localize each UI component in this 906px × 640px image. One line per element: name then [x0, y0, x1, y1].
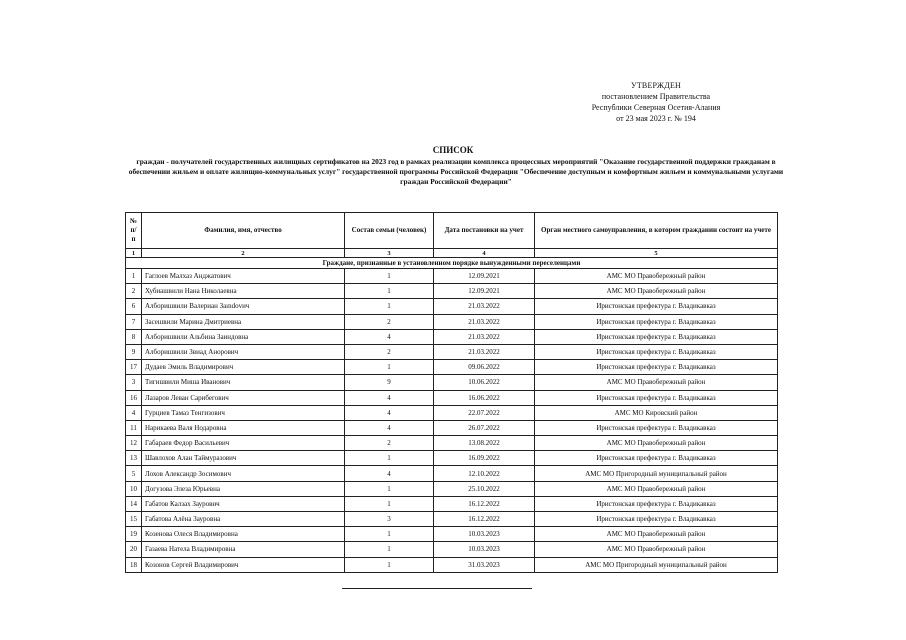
- row-number: 9: [126, 344, 142, 359]
- row-authority: АМС МО Пригородный муниципальный район: [535, 557, 778, 572]
- row-number: 15: [126, 512, 142, 527]
- row-registration-date: 16.06.2022: [434, 390, 535, 405]
- row-family-size: 4: [345, 390, 434, 405]
- row-full-name: Габатов Калзах Заурович: [142, 496, 345, 511]
- row-authority: Иристонская префектура г. Владикавказ: [535, 344, 778, 359]
- row-number: 10: [126, 481, 142, 496]
- row-number: 8: [126, 329, 142, 344]
- table-row: [126, 375, 778, 390]
- row-full-name: Лохов Александр Зосимович: [142, 466, 345, 481]
- row-full-name: Козонов Сергей Владимирович: [142, 557, 345, 572]
- row-authority: АМС МО Правобережный район: [535, 375, 778, 390]
- table-row: [126, 451, 778, 466]
- row-registration-date: 16.09.2022: [434, 451, 535, 466]
- row-number: 11: [126, 420, 142, 435]
- table-row: [126, 436, 778, 451]
- row-authority: АМС МО Правобережный район: [535, 481, 778, 496]
- table-row: [126, 360, 778, 375]
- table-row: [126, 481, 778, 496]
- row-family-size: 1: [345, 284, 434, 299]
- row-family-size: 1: [345, 360, 434, 375]
- table-row: [126, 314, 778, 329]
- approval-government: Республики Северная Осетия-Алания: [591, 103, 721, 112]
- table-row: [126, 269, 778, 284]
- row-registration-date: 16.12.2022: [434, 496, 535, 511]
- approval-decree: постановлением Правительства: [601, 92, 711, 101]
- row-number: 7: [126, 314, 142, 329]
- row-full-name: Гаглоев Малхаз Анджатович: [142, 269, 345, 284]
- row-registration-date: 22.07.2022: [434, 405, 535, 420]
- row-number: 3: [126, 375, 142, 390]
- table-row: [126, 329, 778, 344]
- row-family-size: 9: [345, 375, 434, 390]
- section-title: Граждане, признанные в установленном порядке вынужденными переселенцами: [126, 258, 778, 269]
- row-full-name: Догузова Элеза Юрьевна: [142, 481, 345, 496]
- row-registration-date: 12.09.2021: [434, 284, 535, 299]
- row-family-size: 4: [345, 329, 434, 344]
- row-full-name: Гурциев Тамаз Тенгизович: [142, 405, 345, 420]
- row-number: 2: [126, 284, 142, 299]
- row-full-name: Лазаров Леван Сарибегович: [142, 390, 345, 405]
- row-registration-date: 21.03.2022: [434, 314, 535, 329]
- row-authority: АМС МО Правобережный район: [535, 542, 778, 557]
- row-number: 14: [126, 496, 142, 511]
- row-family-size: 1: [345, 542, 434, 557]
- table-row: [126, 390, 778, 405]
- table-row: [126, 405, 778, 420]
- row-registration-date: 16.12.2022: [434, 512, 535, 527]
- row-full-name: Габатова Алёна Зауровна: [142, 512, 345, 527]
- row-authority: Иристонская префектура г. Владикавказ: [535, 299, 778, 314]
- row-authority: Иристонская префектура г. Владикавказ: [535, 496, 778, 511]
- column-number: 1: [126, 249, 142, 258]
- document-subtitle: граждан - получателей государственных жилищных сертификатов на 2023 год в рамках реализации комплекса процессных мероприятий "Оказание государственной поддержки гражданам в обеспечении жильем и оплате жилищно-коммунальных услуг" государственной программы Российской Федерации "Обеспечение доступным и комфортным жильем и коммунальными услугами граждан Российской Федерации": [128, 157, 784, 186]
- row-full-name: Шавлохов Алан Таймуразович: [142, 451, 345, 466]
- row-family-size: 1: [345, 269, 434, 284]
- row-full-name: Алборишвили Альбина Заиндовна: [142, 329, 345, 344]
- row-family-size: 1: [345, 299, 434, 314]
- row-authority: АМС МО Пригородный муниципальный район: [535, 466, 778, 481]
- header-name: Фамилия, имя, отчество: [142, 213, 345, 249]
- section-row: [126, 258, 778, 269]
- row-authority: АМС МО Правобережный район: [535, 436, 778, 451]
- header-number: № п/п: [126, 213, 142, 249]
- table-row: [126, 512, 778, 527]
- table-row: [126, 420, 778, 435]
- row-number: 6: [126, 299, 142, 314]
- row-full-name: Козенова Олеся Владимировна: [142, 527, 345, 542]
- row-authority: АМС МО Кировский район: [535, 405, 778, 420]
- row-registration-date: 21.03.2022: [434, 329, 535, 344]
- row-authority: Иристонская префектура г. Владикавказ: [535, 451, 778, 466]
- row-registration-date: 21.03.2022: [434, 299, 535, 314]
- row-number: 12: [126, 436, 142, 451]
- row-registration-date: 09.06.2022: [434, 360, 535, 375]
- row-registration-date: 10.03.2023: [434, 527, 535, 542]
- row-full-name: Газаева Натела Владимировна: [142, 542, 345, 557]
- table-row: [126, 299, 778, 314]
- table-row: [126, 527, 778, 542]
- row-full-name: Алборишвили Валериан Заındovич: [142, 299, 345, 314]
- row-number: 18: [126, 557, 142, 572]
- row-registration-date: 10.03.2023: [434, 542, 535, 557]
- row-authority: Иристонская префектура г. Владикавказ: [535, 314, 778, 329]
- table-row: [126, 557, 778, 572]
- document-title: СПИСОК: [432, 145, 474, 155]
- table-row: [126, 542, 778, 557]
- row-number: 5: [126, 466, 142, 481]
- row-full-name: Алборишвили Звиад Анорович: [142, 344, 345, 359]
- row-authority: Иристонская префектура г. Владикавказ: [535, 360, 778, 375]
- column-number: 4: [434, 249, 535, 258]
- row-authority: АМС МО Правобережный район: [535, 269, 778, 284]
- row-family-size: 1: [345, 481, 434, 496]
- table-row: [126, 344, 778, 359]
- column-number: 3: [345, 249, 434, 258]
- row-number: 1: [126, 269, 142, 284]
- header-family: Состав семьи (человек): [345, 213, 434, 249]
- row-number: 19: [126, 527, 142, 542]
- row-authority: Иристонская префектура г. Владикавказ: [535, 512, 778, 527]
- row-full-name: Засешвили Марина Дмитриевна: [142, 314, 345, 329]
- row-full-name: Нарикаева Валя Нодаровна: [142, 420, 345, 435]
- row-registration-date: 31.03.2023: [434, 557, 535, 572]
- column-number: 2: [142, 249, 345, 258]
- table-row: [126, 496, 778, 511]
- row-number: 16: [126, 390, 142, 405]
- row-registration-date: 13.08.2022: [434, 436, 535, 451]
- row-registration-date: 26.07.2022: [434, 420, 535, 435]
- row-number: 13: [126, 451, 142, 466]
- row-authority: Иристонская префектура г. Владикавказ: [535, 390, 778, 405]
- recipients-table: [125, 212, 778, 573]
- row-family-size: 1: [345, 527, 434, 542]
- row-registration-date: 21.03.2022: [434, 344, 535, 359]
- row-full-name: Тигишвили Миша Иванович: [142, 375, 345, 390]
- row-number: 17: [126, 360, 142, 375]
- row-family-size: 2: [345, 436, 434, 451]
- column-number-row: [126, 249, 778, 258]
- row-registration-date: 10.06.2022: [434, 375, 535, 390]
- signature-divider: [342, 588, 532, 589]
- table-header-row: [126, 213, 778, 249]
- column-number: 5: [535, 249, 778, 258]
- row-family-size: 2: [345, 344, 434, 359]
- approval-date: от 23 мая 2023 г. № 194: [616, 114, 696, 123]
- row-registration-date: 25.10.2022: [434, 481, 535, 496]
- approval-title: УТВЕРЖДЕН: [630, 81, 682, 90]
- row-number: 20: [126, 542, 142, 557]
- row-family-size: 4: [345, 405, 434, 420]
- row-full-name: Дудаев Эмиль Владимирович: [142, 360, 345, 375]
- row-family-size: 2: [345, 314, 434, 329]
- row-number: 4: [126, 405, 142, 420]
- table-row: [126, 284, 778, 299]
- header-org: Орган местного самоуправления, в котором гражданин состоит на учете: [535, 213, 778, 249]
- row-family-size: 1: [345, 557, 434, 572]
- row-full-name: Габараев Федор Васильевич: [142, 436, 345, 451]
- row-registration-date: 12.09.2021: [434, 269, 535, 284]
- row-authority: Иристонская префектура г. Владикавказ: [535, 329, 778, 344]
- row-registration-date: 12.10.2022: [434, 466, 535, 481]
- table-row: [126, 466, 778, 481]
- row-family-size: 3: [345, 512, 434, 527]
- header-date: Дата постановки на учет: [434, 213, 535, 249]
- row-authority: Иристонская префектура г. Владикавказ: [535, 420, 778, 435]
- row-family-size: 1: [345, 496, 434, 511]
- approval-block: [560, 80, 752, 124]
- row-family-size: 4: [345, 466, 434, 481]
- row-authority: АМС МО Правобережный район: [535, 284, 778, 299]
- row-full-name: Хубиашвили Нана Николаевна: [142, 284, 345, 299]
- row-family-size: 4: [345, 420, 434, 435]
- row-family-size: 1: [345, 451, 434, 466]
- row-authority: АМС МО Правобережный район: [535, 527, 778, 542]
